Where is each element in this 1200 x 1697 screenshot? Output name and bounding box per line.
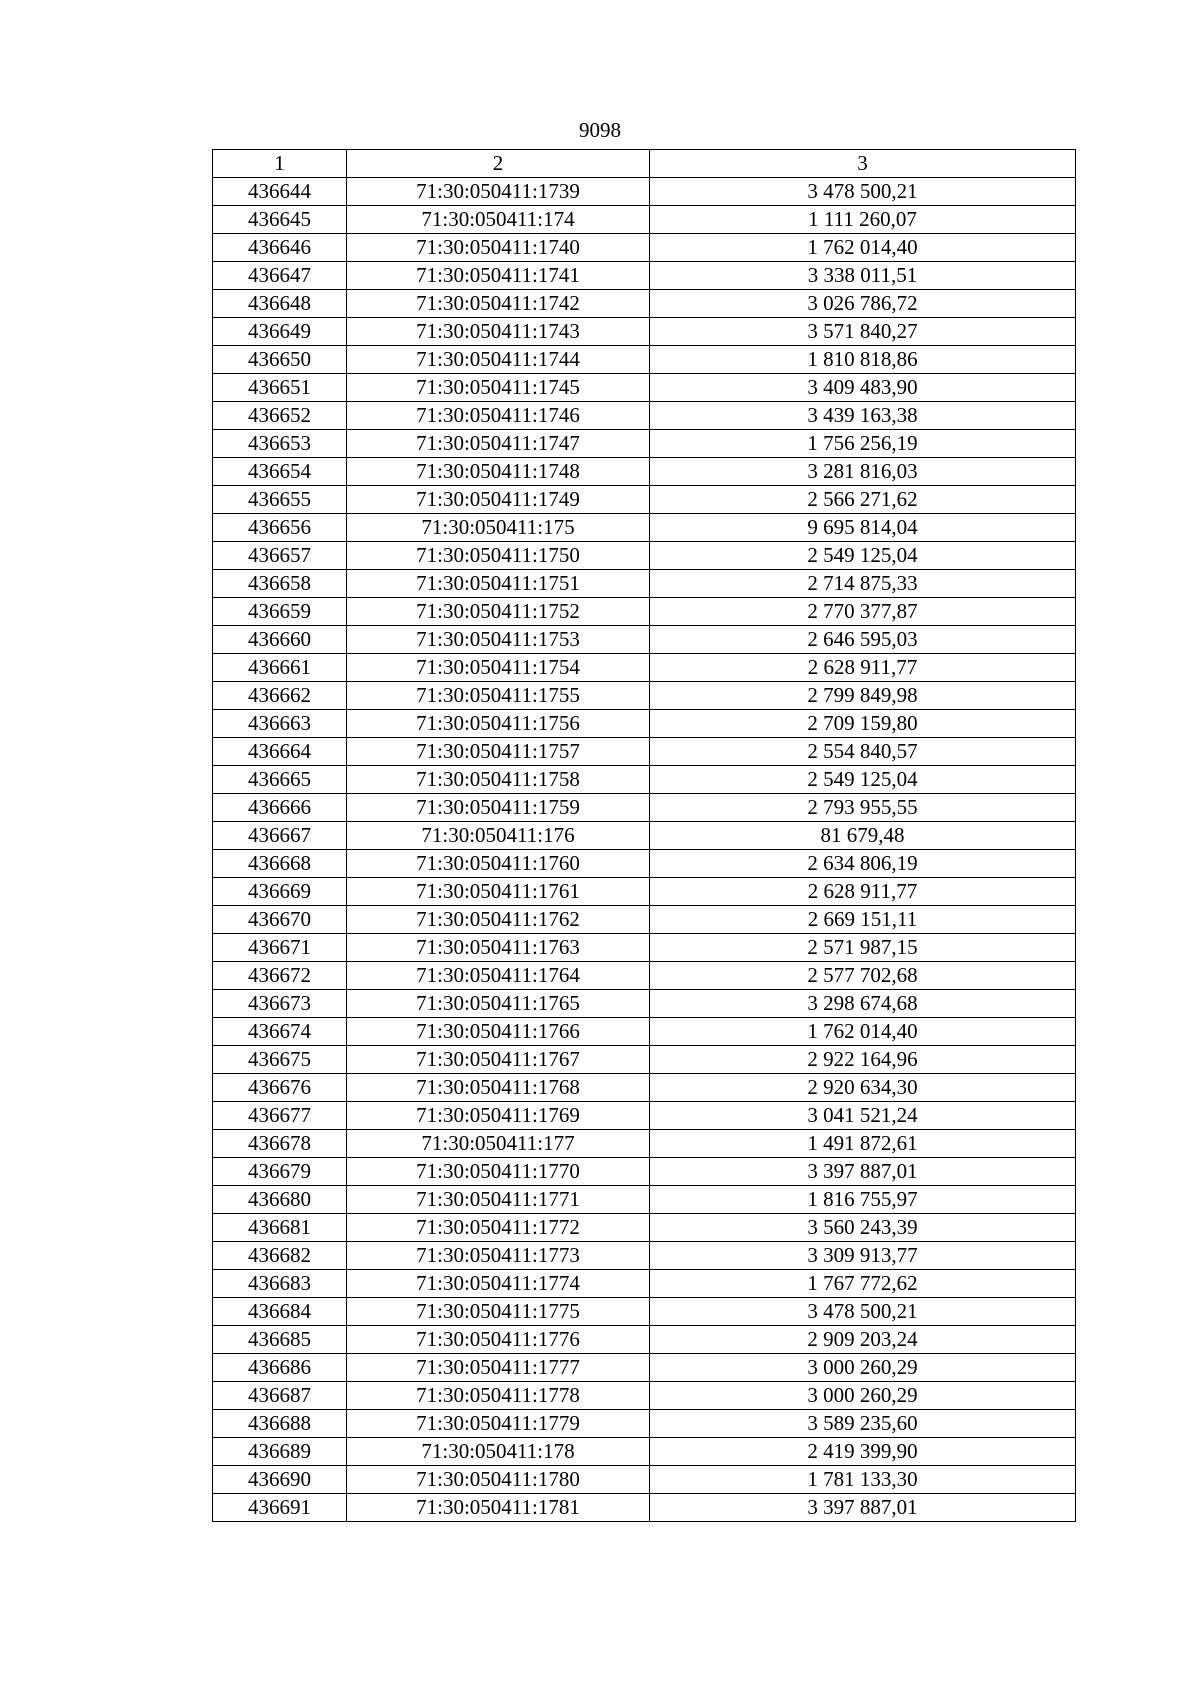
cadastral-number-cell: 71:30:050411:1746 — [347, 402, 650, 430]
table-row — [213, 1410, 1076, 1438]
value-cell: 2 628 911,77 — [650, 654, 1076, 682]
table-row — [213, 626, 1076, 654]
value-cell: 2 793 955,55 — [650, 794, 1076, 822]
table-row — [213, 206, 1076, 234]
table-row — [213, 598, 1076, 626]
table-row — [213, 1046, 1076, 1074]
cadastral-number-cell: 71:30:050411:1758 — [347, 766, 650, 794]
table-row — [213, 1382, 1076, 1410]
value-cell: 1 781 133,30 — [650, 1466, 1076, 1494]
row-id-cell: 436686 — [213, 1354, 347, 1382]
table-row — [213, 1018, 1076, 1046]
row-id-cell: 436673 — [213, 990, 347, 1018]
row-id-cell: 436669 — [213, 878, 347, 906]
table-row — [213, 1326, 1076, 1354]
table-row — [213, 346, 1076, 374]
cadastral-number-cell: 71:30:050411:1740 — [347, 234, 650, 262]
cadastral-number-cell: 71:30:050411:1747 — [347, 430, 650, 458]
table-row — [213, 458, 1076, 486]
value-cell: 2 770 377,87 — [650, 598, 1076, 626]
value-cell: 1 491 872,61 — [650, 1130, 1076, 1158]
value-cell: 2 566 271,62 — [650, 486, 1076, 514]
table-row — [213, 430, 1076, 458]
row-id-cell: 436649 — [213, 318, 347, 346]
table-row — [213, 962, 1076, 990]
table-row — [213, 178, 1076, 206]
cadastral-number-cell: 71:30:050411:1750 — [347, 542, 650, 570]
value-cell: 3 571 840,27 — [650, 318, 1076, 346]
row-id-cell: 436656 — [213, 514, 347, 542]
cadastral-number-cell: 71:30:050411:1769 — [347, 1102, 650, 1130]
row-id-cell: 436657 — [213, 542, 347, 570]
value-cell: 1 111 260,07 — [650, 206, 1076, 234]
value-cell: 3 309 913,77 — [650, 1242, 1076, 1270]
cadastral-number-cell: 71:30:050411:1780 — [347, 1466, 650, 1494]
cadastral-number-cell: 71:30:050411:1768 — [347, 1074, 650, 1102]
value-cell: 2 709 159,80 — [650, 710, 1076, 738]
value-cell: 3 397 887,01 — [650, 1494, 1076, 1522]
row-id-cell: 436660 — [213, 626, 347, 654]
value-cell: 3 409 483,90 — [650, 374, 1076, 402]
row-id-cell: 436648 — [213, 290, 347, 318]
column-header-1: 1 — [213, 150, 347, 178]
cadastral-number-cell: 71:30:050411:1763 — [347, 934, 650, 962]
row-id-cell: 436674 — [213, 1018, 347, 1046]
cadastral-number-cell: 71:30:050411:174 — [347, 206, 650, 234]
row-id-cell: 436678 — [213, 1130, 347, 1158]
value-cell: 9 695 814,04 — [650, 514, 1076, 542]
value-cell: 3 439 163,38 — [650, 402, 1076, 430]
page-number: 9098 — [579, 118, 621, 142]
cadastral-number-cell: 71:30:050411:1748 — [347, 458, 650, 486]
cadastral-number-cell: 71:30:050411:1751 — [347, 570, 650, 598]
table-row — [213, 486, 1076, 514]
cadastral-number-cell: 71:30:050411:1764 — [347, 962, 650, 990]
cadastral-number-cell: 71:30:050411:1755 — [347, 682, 650, 710]
value-cell: 1 756 256,19 — [650, 430, 1076, 458]
table-row — [213, 738, 1076, 766]
cadastral-number-cell: 71:30:050411:1761 — [347, 878, 650, 906]
cadastral-number-cell: 71:30:050411:177 — [347, 1130, 650, 1158]
row-id-cell: 436653 — [213, 430, 347, 458]
cadastral-number-cell: 71:30:050411:178 — [347, 1438, 650, 1466]
cadastral-number-cell: 71:30:050411:1762 — [347, 906, 650, 934]
table-row — [213, 878, 1076, 906]
table-row — [213, 290, 1076, 318]
table-row — [213, 794, 1076, 822]
value-cell: 2 920 634,30 — [650, 1074, 1076, 1102]
cadastral-number-cell: 71:30:050411:1749 — [347, 486, 650, 514]
value-cell: 3 000 260,29 — [650, 1382, 1076, 1410]
row-id-cell: 436644 — [213, 178, 347, 206]
column-header-3: 3 — [650, 150, 1076, 178]
row-id-cell: 436675 — [213, 1046, 347, 1074]
table-row — [213, 570, 1076, 598]
value-cell: 3 478 500,21 — [650, 1298, 1076, 1326]
value-cell: 2 419 399,90 — [650, 1438, 1076, 1466]
value-cell: 81 679,48 — [650, 822, 1076, 850]
row-id-cell: 436663 — [213, 710, 347, 738]
value-cell: 1 762 014,40 — [650, 234, 1076, 262]
cadastral-number-cell: 71:30:050411:1767 — [347, 1046, 650, 1074]
value-cell: 3 026 786,72 — [650, 290, 1076, 318]
row-id-cell: 436677 — [213, 1102, 347, 1130]
row-id-cell: 436684 — [213, 1298, 347, 1326]
row-id-cell: 436662 — [213, 682, 347, 710]
data-table — [212, 149, 1076, 1522]
cadastral-number-cell: 71:30:050411:1744 — [347, 346, 650, 374]
value-cell: 2 669 151,11 — [650, 906, 1076, 934]
value-cell: 2 577 702,68 — [650, 962, 1076, 990]
cadastral-number-cell: 71:30:050411:1779 — [347, 1410, 650, 1438]
value-cell: 3 000 260,29 — [650, 1354, 1076, 1382]
cadastral-number-cell: 71:30:050411:1781 — [347, 1494, 650, 1522]
value-cell: 2 554 840,57 — [650, 738, 1076, 766]
row-id-cell: 436670 — [213, 906, 347, 934]
row-id-cell: 436688 — [213, 1410, 347, 1438]
value-cell: 2 922 164,96 — [650, 1046, 1076, 1074]
row-id-cell: 436664 — [213, 738, 347, 766]
table-row — [213, 262, 1076, 290]
table-row — [213, 822, 1076, 850]
table-row — [213, 1130, 1076, 1158]
table-row — [213, 654, 1076, 682]
row-id-cell: 436672 — [213, 962, 347, 990]
row-id-cell: 436690 — [213, 1466, 347, 1494]
value-cell: 2 628 911,77 — [650, 878, 1076, 906]
table-row — [213, 1214, 1076, 1242]
table-row — [213, 1186, 1076, 1214]
value-cell: 3 041 521,24 — [650, 1102, 1076, 1130]
cadastral-number-cell: 71:30:050411:1756 — [347, 710, 650, 738]
table-row — [213, 990, 1076, 1018]
cadastral-number-cell: 71:30:050411:1776 — [347, 1326, 650, 1354]
table-row — [213, 1494, 1076, 1522]
row-id-cell: 436683 — [213, 1270, 347, 1298]
cadastral-number-cell: 71:30:050411:1752 — [347, 598, 650, 626]
value-cell: 2 714 875,33 — [650, 570, 1076, 598]
table-row — [213, 682, 1076, 710]
cadastral-number-cell: 71:30:050411:1778 — [347, 1382, 650, 1410]
value-cell: 3 338 011,51 — [650, 262, 1076, 290]
cadastral-number-cell: 71:30:050411:1741 — [347, 262, 650, 290]
table-body — [213, 178, 1076, 1522]
cadastral-number-cell: 71:30:050411:1774 — [347, 1270, 650, 1298]
value-cell: 3 397 887,01 — [650, 1158, 1076, 1186]
cadastral-number-cell: 71:30:050411:1743 — [347, 318, 650, 346]
table-row — [213, 934, 1076, 962]
cadastral-number-cell: 71:30:050411:1742 — [347, 290, 650, 318]
column-header-2: 2 — [347, 150, 650, 178]
row-id-cell: 436659 — [213, 598, 347, 626]
value-cell: 3 560 243,39 — [650, 1214, 1076, 1242]
table-row — [213, 1242, 1076, 1270]
row-id-cell: 436647 — [213, 262, 347, 290]
value-cell: 1 767 772,62 — [650, 1270, 1076, 1298]
row-id-cell: 436661 — [213, 654, 347, 682]
cadastral-number-cell: 71:30:050411:1775 — [347, 1298, 650, 1326]
table-row — [213, 710, 1076, 738]
value-cell: 2 634 806,19 — [650, 850, 1076, 878]
row-id-cell: 436681 — [213, 1214, 347, 1242]
cadastral-number-cell: 71:30:050411:1773 — [347, 1242, 650, 1270]
value-cell: 2 909 203,24 — [650, 1326, 1076, 1354]
value-cell: 2 549 125,04 — [650, 542, 1076, 570]
table-row — [213, 402, 1076, 430]
table-header — [213, 150, 1076, 178]
table-row — [213, 1270, 1076, 1298]
row-id-cell: 436666 — [213, 794, 347, 822]
cadastral-number-cell: 71:30:050411:1766 — [347, 1018, 650, 1046]
cadastral-number-cell: 71:30:050411:1772 — [347, 1214, 650, 1242]
table-row — [213, 542, 1076, 570]
table-row — [213, 514, 1076, 542]
cadastral-number-cell: 71:30:050411:1739 — [347, 178, 650, 206]
row-id-cell: 436689 — [213, 1438, 347, 1466]
row-id-cell: 436651 — [213, 374, 347, 402]
cadastral-number-cell: 71:30:050411:1777 — [347, 1354, 650, 1382]
cadastral-number-cell: 71:30:050411:176 — [347, 822, 650, 850]
row-id-cell: 436650 — [213, 346, 347, 374]
table-row — [213, 766, 1076, 794]
row-id-cell: 436667 — [213, 822, 347, 850]
cadastral-number-cell: 71:30:050411:1757 — [347, 738, 650, 766]
cadastral-number-cell: 71:30:050411:1760 — [347, 850, 650, 878]
row-id-cell: 436658 — [213, 570, 347, 598]
row-id-cell: 436655 — [213, 486, 347, 514]
table-row — [213, 1438, 1076, 1466]
table-row — [213, 1354, 1076, 1382]
cadastral-number-cell: 71:30:050411:175 — [347, 514, 650, 542]
row-id-cell: 436646 — [213, 234, 347, 262]
value-cell: 3 589 235,60 — [650, 1410, 1076, 1438]
cadastral-number-cell: 71:30:050411:1765 — [347, 990, 650, 1018]
table-row — [213, 1074, 1076, 1102]
cadastral-number-cell: 71:30:050411:1753 — [347, 626, 650, 654]
table-row — [213, 318, 1076, 346]
header-row — [213, 150, 1076, 178]
table-row — [213, 1298, 1076, 1326]
row-id-cell: 436645 — [213, 206, 347, 234]
table-row — [213, 1102, 1076, 1130]
value-cell: 3 478 500,21 — [650, 178, 1076, 206]
cadastral-number-cell: 71:30:050411:1771 — [347, 1186, 650, 1214]
row-id-cell: 436682 — [213, 1242, 347, 1270]
value-cell: 1 762 014,40 — [650, 1018, 1076, 1046]
value-cell: 1 816 755,97 — [650, 1186, 1076, 1214]
row-id-cell: 436676 — [213, 1074, 347, 1102]
cadastral-number-cell: 71:30:050411:1770 — [347, 1158, 650, 1186]
row-id-cell: 436691 — [213, 1494, 347, 1522]
row-id-cell: 436665 — [213, 766, 347, 794]
row-id-cell: 436654 — [213, 458, 347, 486]
row-id-cell: 436671 — [213, 934, 347, 962]
value-cell: 2 646 595,03 — [650, 626, 1076, 654]
table-row — [213, 234, 1076, 262]
table-row — [213, 374, 1076, 402]
value-cell: 2 799 849,98 — [650, 682, 1076, 710]
cadastral-number-cell: 71:30:050411:1754 — [347, 654, 650, 682]
value-cell: 3 298 674,68 — [650, 990, 1076, 1018]
value-cell: 2 549 125,04 — [650, 766, 1076, 794]
value-cell: 2 571 987,15 — [650, 934, 1076, 962]
row-id-cell: 436652 — [213, 402, 347, 430]
cadastral-number-cell: 71:30:050411:1745 — [347, 374, 650, 402]
value-cell: 1 810 818,86 — [650, 346, 1076, 374]
cadastral-number-cell: 71:30:050411:1759 — [347, 794, 650, 822]
table-row — [213, 906, 1076, 934]
table-row — [213, 1158, 1076, 1186]
row-id-cell: 436680 — [213, 1186, 347, 1214]
value-cell: 3 281 816,03 — [650, 458, 1076, 486]
table-row — [213, 1466, 1076, 1494]
table-row — [213, 850, 1076, 878]
row-id-cell: 436687 — [213, 1382, 347, 1410]
row-id-cell: 436668 — [213, 850, 347, 878]
row-id-cell: 436679 — [213, 1158, 347, 1186]
row-id-cell: 436685 — [213, 1326, 347, 1354]
